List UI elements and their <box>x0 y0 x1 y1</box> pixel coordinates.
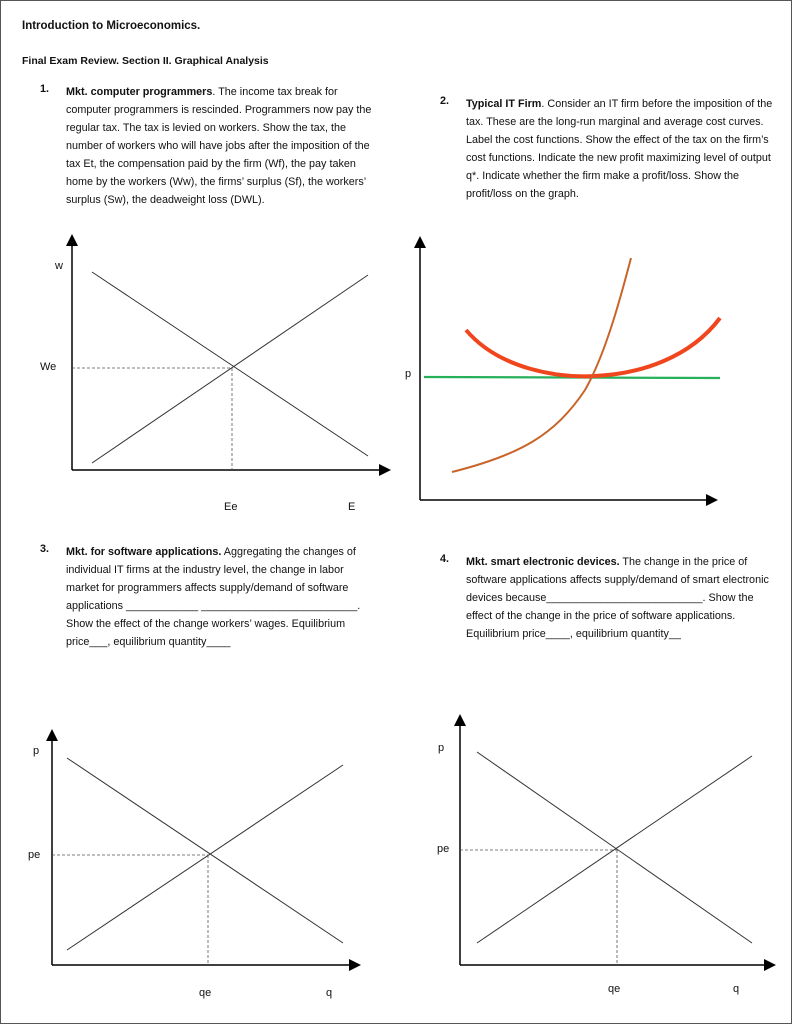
graph-3-supply-line <box>67 765 343 950</box>
question-1-number: 1. <box>40 83 50 95</box>
graph-3-eq-x-label: qe <box>199 987 212 999</box>
question-3-body: Aggregating the changes of individual IT firms at the industry level, the change in labor market for programmers affects supply/demand of software applications ____________ __________________________. Show the effect of the change workers’ wages. Equilibrium price___, equilibrium quantity____ <box>66 546 361 648</box>
graph-1-x-label: E <box>348 501 356 513</box>
graph-4-x-label: q <box>733 983 740 995</box>
graph-1-supply-line <box>92 275 368 463</box>
graph-1-eq-y-label: We <box>40 361 57 373</box>
graph-1-y-label: w <box>55 260 63 272</box>
graph-1-eq-x-label: Ee <box>224 501 238 513</box>
graph-3-eq-y-label: pe <box>28 849 41 861</box>
document-title: Introduction to Microeconomics. <box>22 20 201 32</box>
graph-4-y-label: p <box>438 742 445 754</box>
question-2-number: 2. <box>440 95 450 107</box>
question-2-heading: Typical IT Firm <box>466 98 542 110</box>
question-1-heading: Mkt. computer programmers <box>66 86 213 98</box>
question-2-body: . Consider an IT firm before the imposition of the tax. These are the long-run marginal and average cost curves. Label the cost functions. Show the effect of the tax on the firm’s cost functions. Indicate the new profit maximizing level of output q*. Indicate whether the firm make a profit/loss. Show the profit/loss on the graph. <box>466 98 773 200</box>
graph-4-eq-y-label: pe <box>437 843 450 855</box>
document-subtitle: Final Exam Review. Section II. Graphical Analysis <box>22 55 269 67</box>
question-4-number: 4. <box>440 553 450 565</box>
graph-3-demand-line <box>67 758 343 943</box>
question-3-number: 3. <box>40 543 50 555</box>
question-1-body: . The income tax break for computer programmers is rescinded. Programmers now pay the regular tax. The tax is levied on workers. Show the tax, the number of workers who will have jobs after the imposition of the tax Et, the compensation paid by the firm (Wf), the pay taken home by the workers (Ww), the firms’ surplus (Sf), the workers’ surplus (Sw), the deadweight loss (DWL). <box>66 86 372 206</box>
graph-1-demand-line <box>92 272 368 456</box>
question-3-heading: Mkt. for software applications. <box>66 546 222 558</box>
graph-2-y-label: p <box>405 368 412 380</box>
graph-3-y-label: p <box>33 745 40 757</box>
question-4-heading: Mkt. smart electronic devices. <box>466 556 620 568</box>
graph-4-eq-x-label: qe <box>608 983 621 995</box>
question-4-body: The change in the price of software applications affects supply/demand of smart electronic devices because__________________________. Show the effect of the change in the price of software applications. Equilibrium price____, equilibrium quantity__ <box>466 556 769 640</box>
graph-3-x-label: q <box>326 987 333 999</box>
graph-2-marginal-cost-curve <box>452 258 631 472</box>
graph-2-average-cost-curve <box>466 318 720 376</box>
